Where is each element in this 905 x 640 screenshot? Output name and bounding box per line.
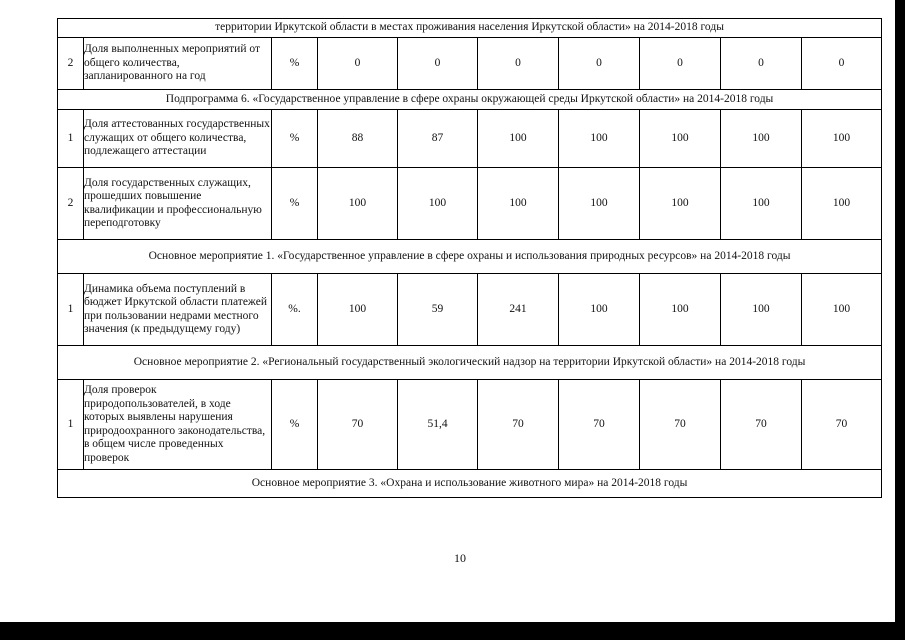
section-heading-row [58,470,882,498]
section-heading-row [58,240,882,274]
section-heading: Подпрограмма 6. «Государственное управление в сфере охраны окружающей среды Иркутской области» на 2014-2018 годы [58,90,882,110]
indicator-name: Динамика объема поступлений в бюджет Иркутской области платежей при пользовании недрами местного значения (к предыдущему году) [84,282,267,335]
indicator-row [58,168,882,240]
value-cell: 100 [478,110,559,168]
section-heading: Основное мероприятие 1. «Государственное управление в сфере охраны и использования природных ресурсов» на 2014-2018 годы [58,240,882,274]
unit-cell: % [272,168,318,240]
value-cell: 241 [478,274,559,346]
indicators-table [57,18,882,498]
scan-edge-bottom [0,622,905,640]
value-cell: 100 [318,168,398,240]
section-heading: территории Иркутской области в местах проживания населения Иркутской области» на 2014-2018 годы [58,19,882,38]
value-cell: 59 [398,274,478,346]
indicator-name: Доля государственных служащих, прошедших повышение квалификации и профессиональную переподготовку [84,176,262,229]
indicator-row [58,110,882,168]
value-cell: 100 [559,168,640,240]
indicator-row [58,274,882,346]
indicator-name-cell [84,168,272,240]
value-cell: 100 [559,274,640,346]
unit-cell: % [272,110,318,168]
indicator-name-cell [84,38,272,90]
value-cell: 100 [478,168,559,240]
value-cell: 100 [640,110,721,168]
value-cell: 100 [802,274,882,346]
indicator-name: Доля аттестованных государственных служащих от общего количества, подлежащего аттестации [84,118,270,158]
value-cell: 0 [802,38,882,90]
scan-edge-right [895,0,905,640]
value-cell: 70 [478,380,559,470]
value-cell: 100 [721,168,802,240]
section-heading-row [58,90,882,110]
indicator-name-cell [84,380,272,470]
value-cell: 100 [640,274,721,346]
indicator-name-cell [84,274,272,346]
row-number: 1 [58,380,84,470]
value-cell: 70 [640,380,721,470]
unit-cell: % [272,38,318,90]
value-cell: 0 [640,38,721,90]
value-cell: 0 [478,38,559,90]
row-number: 1 [58,110,84,168]
value-cell: 70 [721,380,802,470]
value-cell: 100 [398,168,478,240]
page-number: 10 [454,551,466,565]
value-cell: 0 [721,38,802,90]
indicator-row [58,38,882,90]
table-body [58,19,882,498]
section-heading: Основное мероприятие 3. «Охрана и использование животного мира» на 2014-2018 годы [58,470,882,498]
value-cell: 100 [640,168,721,240]
unit-cell: %. [272,274,318,346]
section-heading: Основное мероприятие 2. «Региональный государственный экологический надзор на территории Иркутской области» на 2014-2018 годы [58,346,882,380]
value-cell: 70 [318,380,398,470]
unit-cell: % [272,380,318,470]
row-number: 2 [58,38,84,90]
value-cell: 100 [802,168,882,240]
row-number: 1 [58,274,84,346]
value-cell: 88 [318,110,398,168]
value-cell: 87 [398,110,478,168]
value-cell: 0 [398,38,478,90]
indicator-row [58,380,882,470]
row-number: 2 [58,168,84,240]
value-cell: 70 [559,380,640,470]
value-cell: 100 [721,274,802,346]
value-cell: 100 [559,110,640,168]
indicator-name-cell [84,110,272,168]
value-cell: 0 [559,38,640,90]
section-heading-row [58,346,882,380]
value-cell: 100 [318,274,398,346]
value-cell: 100 [802,110,882,168]
value-cell: 0 [318,38,398,90]
value-cell: 70 [802,380,882,470]
value-cell: 51,4 [398,380,478,470]
indicator-name: Доля проверок природопользователей, в ходе которых выявлены нарушения природоохранного законодательства, в общем числе проведенных проверок [84,384,266,464]
section-heading-row [58,19,882,38]
indicator-name: Доля выполненных мероприятий от общего количества, запланированного на год [84,43,260,83]
value-cell: 100 [721,110,802,168]
